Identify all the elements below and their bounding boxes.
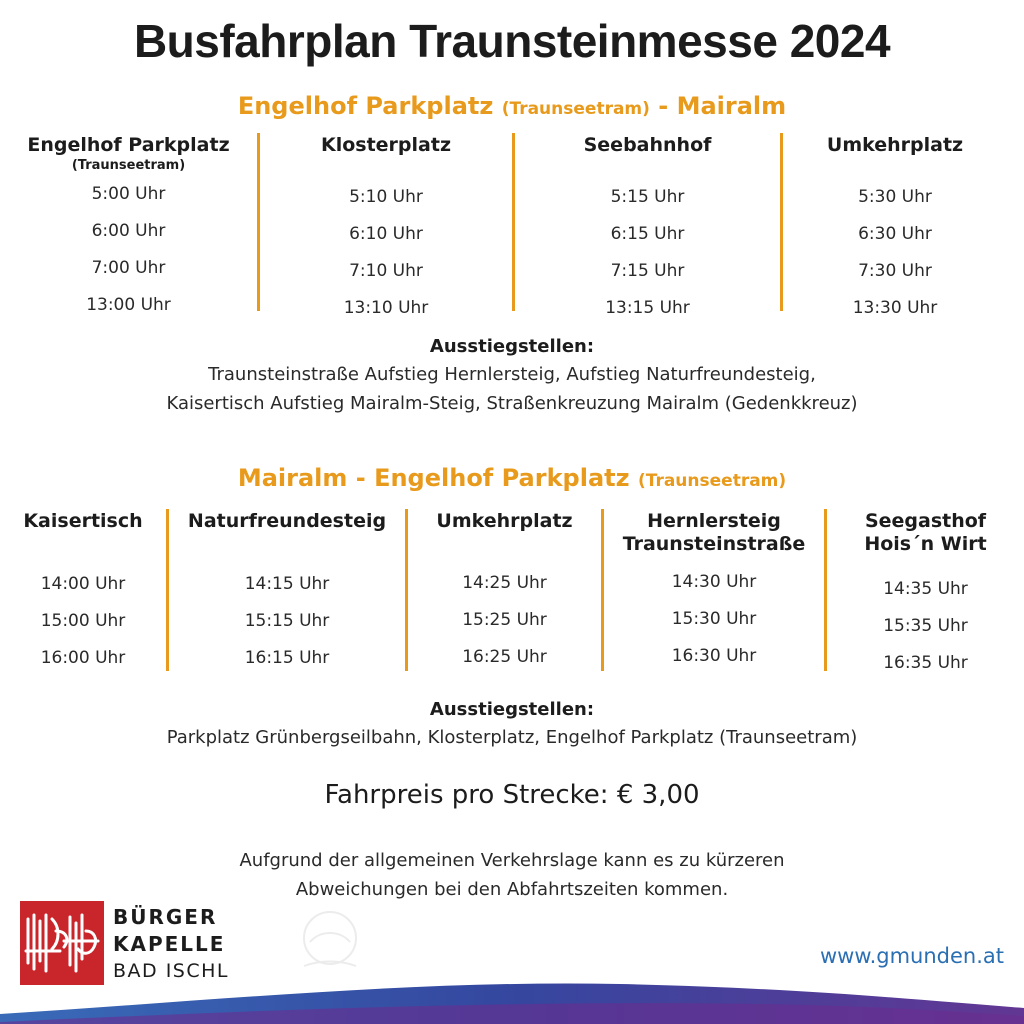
column-subheader: (Traunseetram)	[71, 158, 186, 173]
departure-time: 15:00 Uhr	[40, 611, 126, 631]
departure-time: 14:00 Uhr	[40, 574, 126, 594]
column-header: Engelhof Parkplatz	[27, 134, 230, 156]
departure-time: 6:10 Uhr	[349, 224, 423, 244]
column-header: Klosterplatz	[320, 134, 451, 156]
exit-stops-line: Traunsteinstraße Aufstieg Hernlersteig, Aufstieg Naturfreundesteig,	[208, 364, 816, 385]
page-title: Busfahrplan Traunsteinmesse 2024	[133, 15, 891, 67]
note-line: Aufgrund der allgemeinen Verkehrslage kann es zu kürzeren	[239, 850, 785, 871]
departure-time: 15:35 Uhr	[883, 616, 968, 636]
departure-time: 16:30 Uhr	[671, 646, 757, 666]
column-header-line2: Traunsteinstraße	[622, 533, 806, 555]
schedule-column	[604, 509, 824, 682]
route2-title-paren: (Traunseetram)	[637, 471, 787, 491]
departure-time: 14:30 Uhr	[671, 572, 757, 592]
route2-exit-stops	[0, 697, 1024, 752]
departure-time: 14:35 Uhr	[883, 579, 968, 599]
note-line: Abweichungen bei den Abfahrtszeiten kommen.	[295, 879, 729, 900]
departure-time: 15:15 Uhr	[244, 611, 330, 631]
departure-time: 13:00 Uhr	[86, 295, 171, 315]
footer-wave	[0, 970, 1024, 1024]
column-header: Hernlersteig	[647, 510, 781, 532]
route1-schedule	[0, 133, 1024, 327]
departure-time: 16:00 Uhr	[40, 648, 126, 668]
route1-title-paren: (Traunseetram)	[501, 99, 650, 119]
column-header: Umkehrplatz	[826, 134, 964, 156]
column-header: Umkehrplatz	[436, 510, 573, 532]
schedule-column	[169, 509, 405, 682]
departure-time: 15:25 Uhr	[462, 610, 547, 630]
logo-line: KAPELLE	[113, 932, 226, 956]
delay-note	[0, 846, 1024, 904]
logo-line: BAD ISCHL	[113, 960, 230, 982]
exit-stops-line: Kaisertisch Aufstieg Mairalm-Steig, Straßenkreuzung Mairalm (Gedenkkreuz)	[166, 393, 858, 414]
departure-time: 7:00 Uhr	[91, 258, 166, 278]
schedule-column	[408, 509, 601, 682]
departure-time: 5:30 Uhr	[858, 187, 932, 207]
route1-title-end: - Mairalm	[658, 92, 787, 120]
departure-time: 14:15 Uhr	[244, 574, 330, 594]
column-header: Seebahnhof	[583, 134, 712, 156]
schedule-column	[0, 133, 257, 327]
route1-title	[0, 92, 1024, 120]
departure-time: 7:10 Uhr	[349, 261, 423, 281]
departure-time: 16:15 Uhr	[244, 648, 330, 668]
schedule-column	[827, 509, 1024, 682]
logo-line: BÜRGER	[113, 905, 218, 929]
route2-title	[0, 464, 1024, 492]
departure-time: 6:30 Uhr	[858, 224, 932, 244]
departure-time: 13:15 Uhr	[605, 298, 690, 318]
column-header: Naturfreundesteig	[187, 510, 387, 532]
departure-time: 13:10 Uhr	[343, 298, 429, 318]
departure-time: 7:30 Uhr	[858, 261, 932, 281]
column-header: Seegasthof	[864, 510, 987, 532]
departure-time: 5:15 Uhr	[610, 187, 685, 207]
column-header-line2: Hois´n Wirt	[864, 533, 987, 555]
schedule-column	[515, 133, 780, 327]
departure-time: 14:25 Uhr	[462, 573, 547, 593]
departure-time: 5:10 Uhr	[349, 187, 423, 207]
website-link[interactable]: www.gmunden.at	[819, 944, 1004, 968]
departure-time: 16:35 Uhr	[883, 653, 968, 673]
route1-title-main: Engelhof Parkplatz	[237, 92, 494, 120]
fare-text: Fahrpreis pro Strecke: € 3,00	[324, 780, 700, 810]
schedule-column	[260, 133, 512, 327]
schedule-column	[783, 133, 1007, 327]
exit-stops-line: Parkplatz Grünbergseilbahn, Klosterplatz, Engelhof Parkplatz (Traunseetram)	[166, 727, 858, 748]
departure-time: 13:30 Uhr	[852, 298, 938, 318]
exit-stops-label: Ausstiegstellen:	[429, 336, 595, 357]
departure-time: 7:15 Uhr	[610, 261, 685, 281]
departure-time: 6:00 Uhr	[91, 221, 166, 241]
route2-schedule	[0, 509, 1024, 682]
departure-time: 6:15 Uhr	[610, 224, 685, 244]
exit-stops-label: Ausstiegstellen:	[429, 699, 595, 720]
column-header: Kaisertisch	[23, 510, 143, 532]
departure-time: 5:00 Uhr	[91, 184, 166, 204]
departure-time: 16:25 Uhr	[462, 647, 547, 667]
route2-title-main: Mairalm - Engelhof Parkplatz	[237, 464, 630, 492]
schedule-column	[0, 509, 166, 682]
route1-exit-stops	[0, 334, 1024, 418]
departure-time: 15:30 Uhr	[671, 609, 757, 629]
